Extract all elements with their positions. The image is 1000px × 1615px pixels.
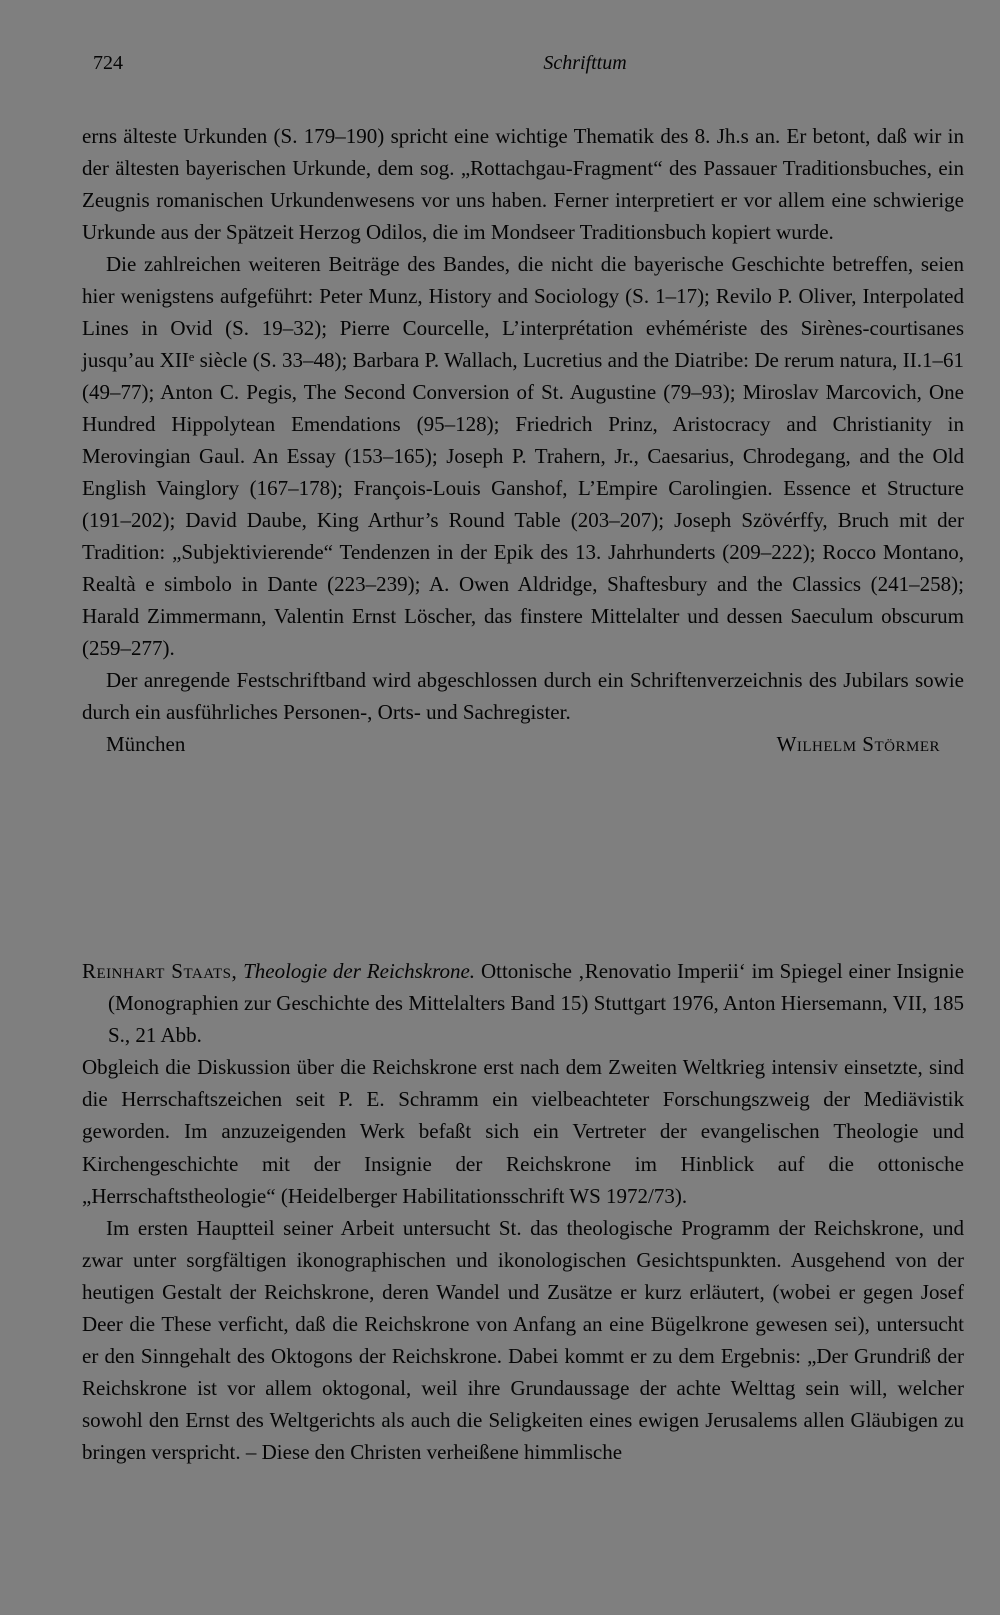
running-title: Schrifttum	[543, 52, 627, 74]
reviewer-name: Wilhelm Störmer	[776, 732, 940, 756]
bibliographic-entry	[82, 955, 964, 1051]
paragraph: Der anregende Festschriftband wird abgeschlossen durch ein Schriftenverzeichnis des Jubilars sowie durch ein ausführliches Personen-, Orts- und Sachregister.	[82, 668, 964, 724]
paragraph: Die zahlreichen weiteren Beiträge des Bandes, die nicht die bayerische Geschichte betreffen, seien hier wenigstens aufgeführt: Peter Munz, History and Sociology (S. 1–17); Revilo P. Oliver, Interpolated Lines in Ovid (S. 19–32); Pierre Courcelle, L’interprétation evhémériste des Sirènes-courtisanes jusqu’au XIIᵉ siècle (S. 33–48); Barbara P. Wallach, Lucretius and the Diatribe: De rerum natura, II.1–61 (49–77); Anton C. Pegis, The Second Conversion of St. Augustine (79–93); Miroslav Marcovich, One Hundred Hippolytean Emendations (95–128); Friedrich Prinz, Aristocracy and Christianity in Merovingian Gaul. An Essay (153–165); Joseph P. Trahern, Jr., Caesarius, Chrodegang, and the Old English Vainglory (167–178); François-Louis Ganshof, L’Empire Carolingien. Essence et Structure (191–202); David Daube, King Arthur’s Round Table (203–207); Joseph Szövérffy, Bruch mit der Tradition: „Subjektivierende“ Tendenzen in der Epik des 13. Jahrhunderts (209–222); Rocco Montano, Realtà e simbolo in Dante (223–239); A. Owen Aldridge, Shaftesbury and the Classics (241–258); Harald Zimmermann, Valentin Ernst Löscher, das finstere Mittelalter und dessen Saeculum obscurum (259–277).	[82, 252, 964, 660]
review-signature	[82, 728, 964, 760]
book-title: Theologie der Reichskrone.	[243, 959, 476, 983]
review-staats	[82, 955, 964, 1469]
book-details: Ottonische ‚Renovatio Imperii‘ im Spiegel einer Insignie (Monographien zur Geschichte des Mittelalters Band 15) Stuttgart 1976, Anton Hiersemann, VII, 185 S., 21 Abb.	[108, 959, 965, 1048]
book-author: Reinhart Staats,	[82, 959, 238, 983]
running-header	[93, 48, 1000, 78]
reviewer-city: München	[106, 732, 186, 756]
page-number: 724	[93, 52, 123, 74]
paragraph: Obgleich die Diskussion über die Reichskrone erst nach dem Zweiten Weltkrieg intensiv einsetzte, sind die Herrschaftszeichen seit P. E. Schramm ein vielbeachteter Forschungszweig der Mediävistik geworden. Im anzuzeigenden Werk befaßt sich ein Vertreter der evangelischen Theologie und Kirchengeschichte mit der Insignie der Reichskrone im Hinblick auf die ottonische „Herrschaftstheologie“ (Heidelberger Habilitationsschrift WS 1972/73).	[82, 1055, 964, 1208]
review-continued	[82, 120, 964, 760]
paragraph: erns älteste Urkunden (S. 179–190) spricht eine wichtige Thematik des 8. Jh.s an. Er betont, daß wir in der ältesten bayerischen Urkunde, dem sog. „Rottachgau-Fragment“ des Passauer Traditionsbuches, ein Zeugnis romanischen Urkundenwesens vor uns haben. Ferner interpretiert er vor allem eine schwierige Urkunde aus der Spätzeit Herzog Odilos, die im Mondseer Traditionsbuch kopiert wurde.	[82, 124, 964, 244]
paragraph: Im ersten Hauptteil seiner Arbeit untersucht St. das theologische Programm der Reichskrone, und zwar unter sorgfältigen ikonographischen und ikonologischen Gesichtspunkten. Ausgehend von der heutigen Gestalt der Reichskrone, deren Wandel und Zusätze er kurz erläutert, (wobei er gegen Josef Deer die These verficht, daß die Reichskrone von Anfang an eine Bügelkrone gewesen sei), untersucht er den Sinngehalt des Oktogons der Reichskrone. Dabei kommt er zu dem Ergebnis: „Der Grundriß der Reichskrone ist vor allem oktogonal, weil ihre Grundaussage der achte Welttag sein will, welcher sowohl den Ernst des Weltgerichts als auch die Seligkeiten eines ewigen Jerusalems allen Gläubigen zu bringen verspricht. – Diese den Christen verheißene himmlische	[82, 1215, 964, 1465]
